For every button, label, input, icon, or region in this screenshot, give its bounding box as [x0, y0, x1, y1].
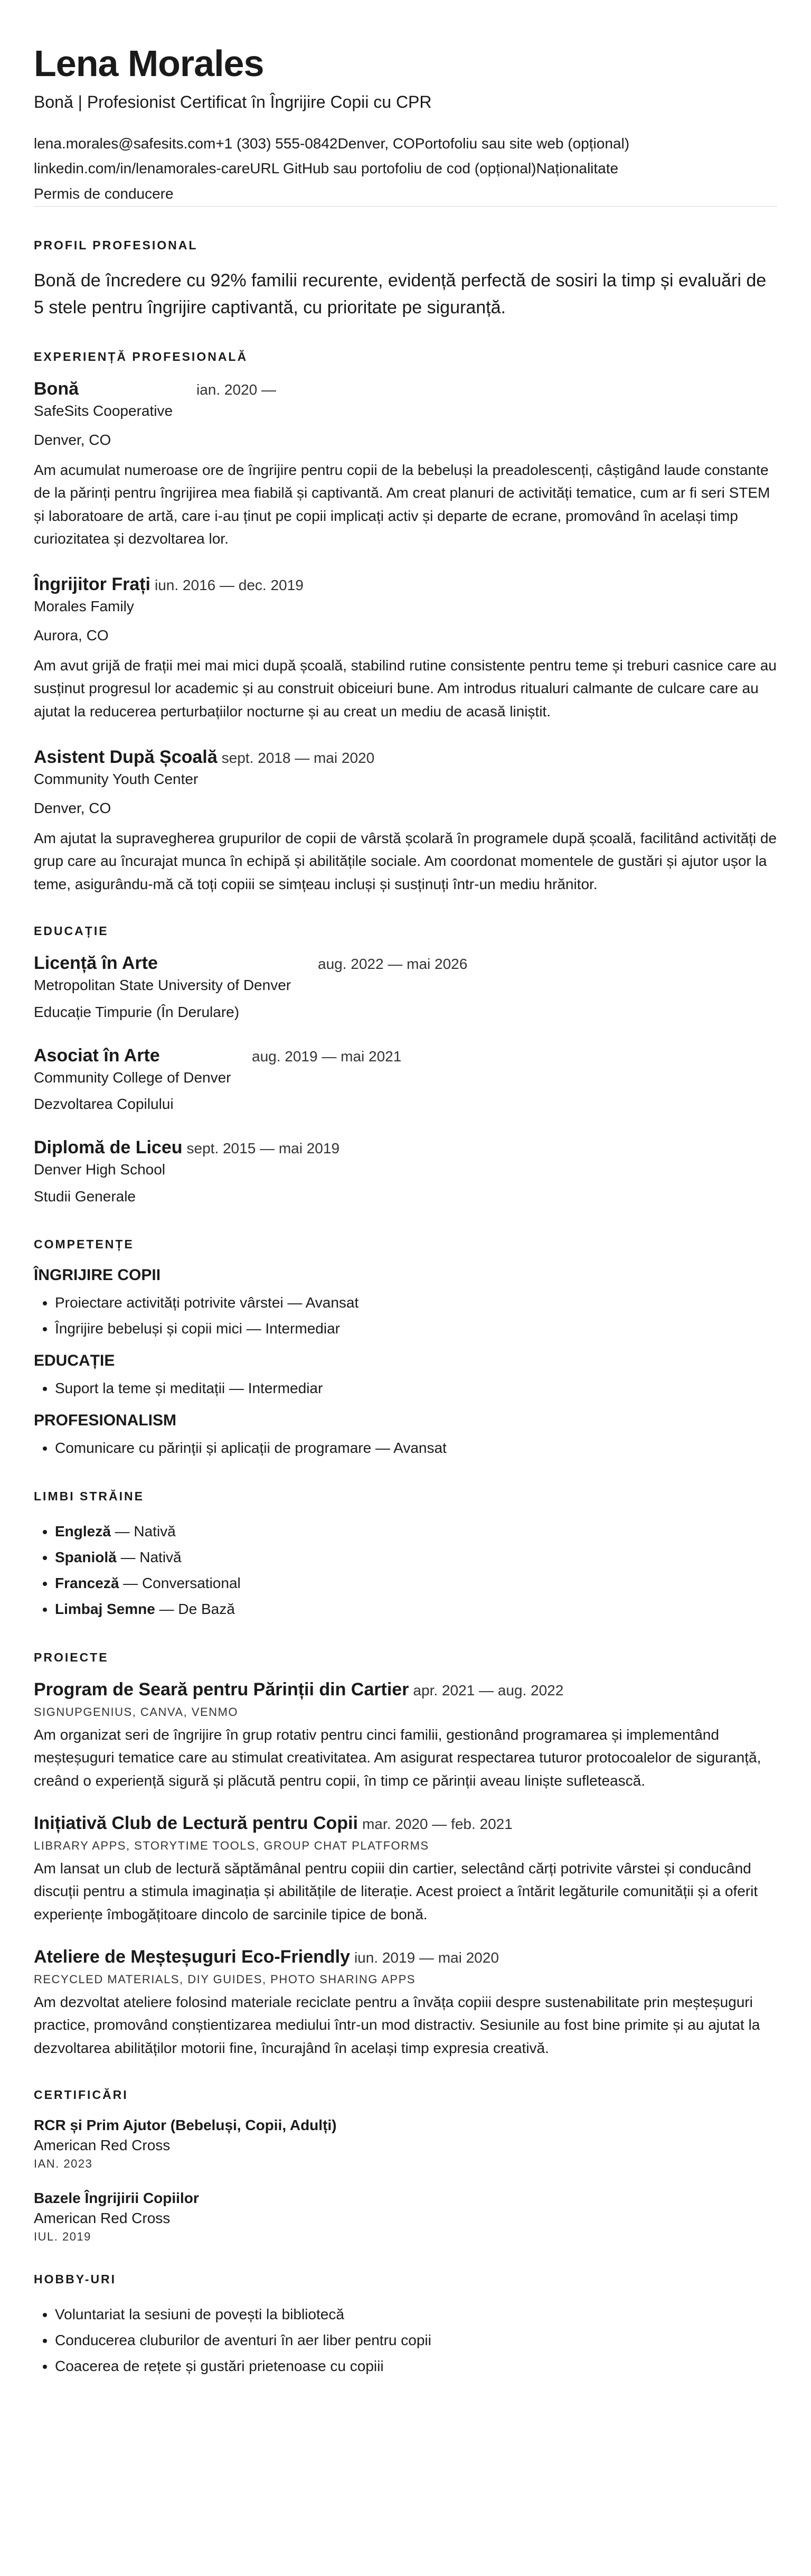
project-description: Am organizat seri de îngrijire în grup rotativ pentru cinci familii, gestionând programarea și implementând meșteșuguri tematice care au stimulat creativitatea. Am asigurat respectarea tuturor protocoalelor de siguranță, creând o experiență sigură și plăcută pentru copii, în timp ce părinții aveau liniște sufletească.: [34, 1726, 761, 1789]
project-dates: apr. 2021 — aug. 2022: [413, 1682, 564, 1698]
hobbies-section: [34, 2272, 777, 2379]
experience-entry: [34, 574, 777, 723]
project-entry: [34, 1813, 777, 1926]
skill-list: [34, 1375, 777, 1401]
language-name: Franceză: [55, 1574, 119, 1591]
job-description: Am avut grijă de frații mei mai mici după școală, stabilind rutine consistente pentru teme și treburi casnice care au susținut progresul lor academic și au construit obiceiuri bune. Am introdus ritualuri calmante de culcare care au ajutat la reducerea perturbațiilor nocturne și au creat un mediu de acasă liniștit.: [34, 657, 777, 720]
education-entry: [34, 1046, 777, 1117]
field-of-study: Educație Timpurie (În Derulare): [34, 1003, 240, 1020]
project-tools: LIBRARY APPS, STORYTIME TOOLS, GROUP CHAT PLATFORMS: [34, 1838, 429, 1852]
project-tools: RECYCLED MATERIALS, DIY GUIDES, PHOTO SHARING APPS: [34, 1973, 416, 1986]
project-entry: [34, 1947, 777, 2059]
job-title: Asistent După Școală: [34, 747, 218, 768]
skill-item: • Proiectare activități potrivite vârstei — Avansat: [55, 1290, 777, 1315]
section-title: PROIECTE: [34, 1650, 109, 1664]
contact-info: [34, 131, 777, 207]
skill-group: [34, 1266, 777, 1341]
project-entry: [34, 1679, 777, 1792]
section-title: EDUCAȚIE: [34, 923, 109, 938]
job-dates: sept. 2018 — mai 2020: [221, 750, 375, 767]
education-dates: aug. 2022 — mai 2026: [318, 955, 468, 972]
project-dates: iun. 2019 — mai 2020: [354, 1949, 499, 1966]
section-title: LIMBI STRĂINE: [34, 1489, 144, 1503]
driving-license-text: Permis de conducere: [34, 185, 174, 202]
summary-text: Bonă de încredere cu 92% familii recurente, evidență perfectă de sosiri la timp și evaluări de 5 stele pentru îngrijire captivantă, cu prioritate pe siguranță.: [34, 270, 767, 318]
section-title: EXPERIENȚĂ PROFESIONALĂ: [34, 350, 248, 364]
job-dates: iun. 2016 — dec. 2019: [155, 577, 304, 594]
project-tools: SIGNUPGENIUS, CANVA, VENMO: [34, 1705, 238, 1719]
experience-section: [34, 350, 777, 895]
section-title: HOBBY-URI: [34, 2272, 117, 2286]
location-text: Denver, CO: [337, 135, 415, 152]
certification-entry: [34, 2117, 777, 2171]
certification-date: IUL. 2019: [34, 2230, 91, 2244]
job-description: Am acumulat numeroase ore de îngrijire pentru copii de la bebeluși la preadolescenți, câștigând laude constante de la părinți pentru îngrijirea mea fiabilă și captivantă. Am creat planuri de activități tematice, cum ar fi seri STEM și laboratoare de artă, care i-au ținut pe copii implicați activ și departe de ecrane, promovând în același timp curiozitatea și dezvoltarea lor.: [34, 461, 770, 547]
skill-item: • Comunicare cu părinții și aplicații de programare — Avansat: [55, 1435, 777, 1461]
contact-row: [34, 131, 777, 156]
job-dates: ian. 2020 —: [196, 381, 276, 398]
project-name: Program de Seară pentru Părinții din Cartier: [34, 1679, 409, 1700]
language-level: — De Bază: [155, 1600, 235, 1617]
nationality-text: Naționalitate: [536, 160, 619, 177]
skill-list: [34, 1435, 777, 1461]
project-description: Am dezvoltat ateliere folosind materiale reciclate pentru a învăța copiii despre sustenabilitate prin meșteșuguri practice, promovând conștientizarea mediului într-un mod distractiv. Sesiunile au fost bine primite și au ajutat la dezvoltarea abilităților motorii fine, încurajând în același timp expresia creativă.: [34, 1994, 760, 2056]
degree-title: Asociat în Arte: [34, 1045, 160, 1066]
phone-text[interactable]: +1 (303) 555-0842: [215, 135, 338, 152]
project-description: Am lansat un club de lectură săptămânal pentru copiii din cartier, selectând cărți potrivite vârstei și conducând discuții pentru a stimula imaginația și abilitățile de literație. Acest proiect a întărit legăturile comunității și a oferit experiențe îmbogățitoare dincolo de sarcinile tipice de bonă.: [34, 1860, 758, 1922]
job-location: Denver, CO: [34, 800, 111, 816]
company-name: Community Youth Center: [34, 771, 199, 788]
project-name: Ateliere de Meșteșuguri Eco-Friendly: [34, 1947, 350, 1967]
email-link[interactable]: lena.morales@safesits.com: [34, 135, 216, 152]
company-name: SafeSits Cooperative: [34, 403, 173, 419]
header-divider: [34, 206, 777, 207]
job-location: Aurora, CO: [34, 627, 109, 644]
certification-issuer: American Red Cross: [34, 2137, 171, 2154]
hobby-list: [34, 2301, 777, 2379]
hobby-item: • Conducerea cluburilor de aventuri în aer liber pentru copii: [55, 2327, 777, 2353]
degree-title: Diplomă de Liceu: [34, 1137, 183, 1158]
skill-group-title: ÎNGRIJIRE COPII: [34, 1266, 161, 1284]
hobby-item: • Voluntariat la sesiuni de povești la bibliotecă: [55, 2301, 777, 2327]
degree-title: Licență în Arte: [34, 953, 158, 973]
school-name: Denver High School: [34, 1161, 166, 1178]
language-name: Limbaj Semne: [55, 1600, 155, 1617]
certifications-section: [34, 2088, 777, 2244]
education-dates: aug. 2019 — mai 2021: [252, 1048, 402, 1065]
language-level: — Nativă: [116, 1548, 182, 1565]
job-title: Îngrijitor Frați: [34, 574, 150, 595]
skills-section: [34, 1237, 777, 1461]
certification-name: RCR și Prim Ajutor (Bebeluși, Copii, Adulți): [34, 2117, 337, 2134]
projects-section: [34, 1650, 777, 2060]
project-name: Inițiativă Club de Lectură pentru Copii: [34, 1813, 358, 1833]
summary-section: [34, 238, 777, 321]
language-list: [34, 1518, 777, 1622]
language-item: [55, 1518, 777, 1544]
resume-header: [34, 42, 777, 207]
language-name: Engleză: [55, 1523, 111, 1539]
project-dates: mar. 2020 — feb. 2021: [362, 1815, 513, 1832]
contact-row: [34, 156, 777, 181]
company-name: Morales Family: [34, 598, 134, 615]
portfolio-link[interactable]: Portofoliu sau site web (opțional): [414, 135, 630, 152]
language-level: — Nativă: [110, 1523, 176, 1539]
skill-group: [34, 1352, 777, 1401]
skill-item: • Suport la teme și meditații — Intermediar: [55, 1375, 777, 1401]
section-title: PROFIL PROFESIONAL: [34, 238, 198, 253]
education-entry: [34, 1137, 777, 1209]
section-title: COMPETENȚE: [34, 1237, 134, 1251]
language-level: — Conversational: [119, 1574, 241, 1591]
education-entry: [34, 953, 777, 1024]
job-title: Bonă: [34, 379, 79, 399]
skill-list: [34, 1290, 777, 1341]
contact-row: [34, 181, 777, 207]
job-location: Denver, CO: [34, 432, 111, 449]
skill-item: • Îngrijire bebeluși și copii mici — Intermediar: [55, 1315, 777, 1341]
experience-entry: [34, 747, 777, 895]
job-description: Am ajutat la supravegherea grupurilor de copii de vârstă școlară în programele după școală, facilitând activități de grup care au încurajat munca în echipă și abilitățile sociale. Am coordonat momentele de gustări și ajutor ușor la teme, asigurându-mă că toți copiii se simțeau incluși și susținuți într-un mediu hrănitor.: [34, 829, 777, 892]
hobby-item: • Coacerea de rețete și gustări prietenoase cu copiii: [55, 2353, 777, 2379]
certification-issuer: American Red Cross: [34, 2210, 171, 2227]
certification-date: IAN. 2023: [34, 2157, 93, 2171]
experience-entry: [34, 379, 777, 550]
candidate-headline: Bonă | Profesionist Certificat în Îngrijire Copii cu CPR: [34, 92, 432, 111]
school-name: Community College of Denver: [34, 1069, 231, 1086]
school-name: Metropolitan State University of Denver: [34, 976, 291, 993]
education-section: [34, 924, 777, 1209]
certification-name: Bazele Îngrijirii Copiilor: [34, 2190, 199, 2207]
field-of-study: Studii Generale: [34, 1188, 136, 1205]
github-link[interactable]: URL GitHub sau portofoliu de cod (opțional): [250, 160, 536, 177]
candidate-name: Lena Morales: [34, 43, 264, 84]
skill-group-title: PROFESIONALISM: [34, 1411, 177, 1429]
language-item: [55, 1596, 777, 1622]
skill-group: [34, 1412, 777, 1461]
field-of-study: Dezvoltarea Copilului: [34, 1096, 174, 1113]
languages-section: [34, 1489, 777, 1622]
education-dates: sept. 2015 — mai 2019: [186, 1140, 340, 1157]
section-title: CERTIFICĂRI: [34, 2088, 128, 2102]
language-item: [55, 1570, 777, 1596]
language-name: Spaniolă: [55, 1548, 117, 1565]
certification-entry: [34, 2190, 777, 2244]
skill-group-title: EDUCAȚIE: [34, 1351, 115, 1369]
language-item: [55, 1544, 777, 1570]
linkedin-link[interactable]: linkedin.com/in/lenamorales-care: [34, 160, 250, 177]
